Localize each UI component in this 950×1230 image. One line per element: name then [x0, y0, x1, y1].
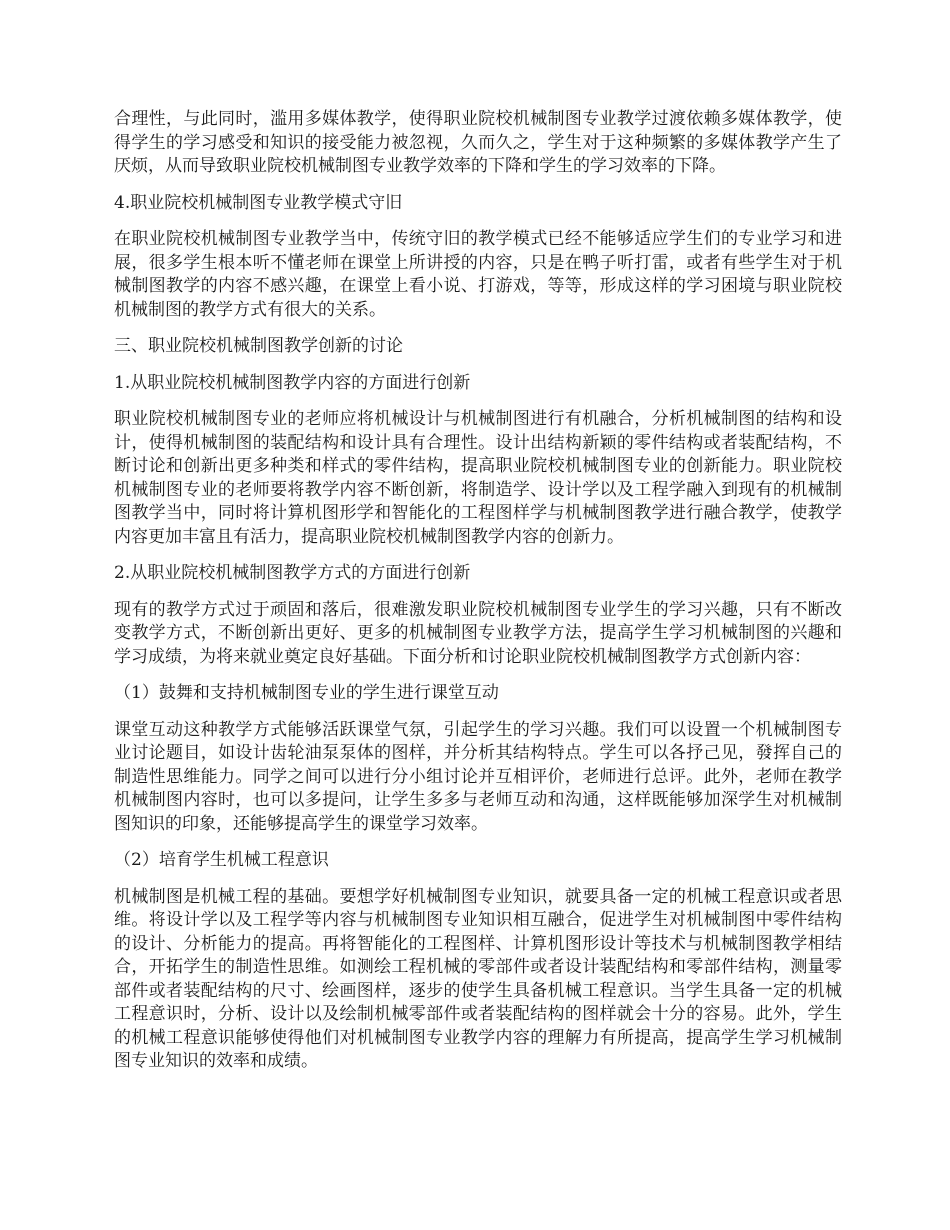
subsection-heading: 1.从职业院校机械制图教学内容的方面进行创新 [114, 372, 471, 393]
subsection-heading: 2.从职业院校机械制图教学方式的方面进行创新 [114, 563, 471, 583]
paragraph: 在职业院校机械制图专业教学当中，传统守旧的教学模式已经不能够适应学生们的专业学习和进展，很多学生根本听不懂老师在课堂上所讲授的内容，只是在鸭子听打雷，或者有些学生对于机械制图教学的内容不感兴趣，在课堂上看小说、打游戏，等等，形成这样的学习困境与职业院校机械制图的教学方式有很大的关系。 [114, 229, 842, 320]
paragraph: 机械制图是机械工程的基础。要想学好机械制图专业知识，就要具备一定的机械工程意识或者思维。将设计学以及工程学等内容与机械制图专业知识相互融合，促进学生对机械制图中零件结构的设计、分析能力的提高。再将智能化的工程图样、计算机图形设计等技术与机械制图教学相结合，开拓学生的制造性思维。如测绘工程机械的零部件或者设计装配结构和零部件结构，测量零部件或者装配结构的尺寸、绘画图样，逐步的使学生具备机械工程意识。当学生具备一定的机械工程意识时，分析、设计以及绘制机械零部件或者装配结构的图样就会十分的容易。此外，学生的机械工程意识能够使得他们对机械制图专业教学内容的理解力有所提高，提高学生学习机械制图专业知识的效率和成绩。 [114, 886, 842, 1071]
paragraph: 合理性，与此同时，滥用多媒体教学，使得职业院校机械制图专业教学过渡依赖多媒体教学，使得学生的学习感受和知识的接受能力被忽视，久而久之，学生对于这种频繁的多媒体教学产生了厌烦，从而导致职业院校机械制图专业教学效率的下降和学生的学习效率的下降。 [114, 109, 842, 176]
paragraph: 课堂互动这种教学方式能够活跃课堂气氛，引起学生的学习兴趣。我们可以设置一个机械制图专业讨论题目，如设计齿轮油泵泵体的图样，并分析其结构特点。学生可以各抒己见，發挥自己的制造性思维能力。同学之间可以进行分小组讨论并互相评价，老师进行总评。此外，老师在教学机械制图内容时，也可以多提问，让学生多多与老师互动和沟通，这样既能够加深学生对机械制图知识的印象，还能够提高学生的课堂学习效率。 [114, 719, 842, 834]
document-page [114, 108, 842, 1087]
paragraph: 现有的教学方式过于顽固和落后，很难激发职业院校机械制图专业学生的学习兴趣，只有不断改变教学方式，不断创新出更好、更多的机械制图专业教学方法，提高学生学习机械制图的兴趣和学习成绩，为将来就业奠定良好基础。下面分析和讨论职业院校机械制图教学方式创新内容： [114, 599, 842, 667]
section-heading: 三、职业院校机械制图教学创新的讨论 [114, 336, 403, 356]
item-heading: （2）培育学生机械工程意识 [114, 850, 329, 870]
section-heading: 4.职业院校机械制图专业教学模式守旧 [114, 192, 403, 213]
item-heading: （1）鼓舞和支持机械制图专业的学生进行课堂互动 [114, 683, 499, 703]
paragraph: 职业院校机械制图专业的老师应将机械设计与机械制图进行有机融合，分析机械制图的结构和设计，使得机械制图的装配结构和设计具有合理性。设计出结构新颖的零件结构或者装配结构，不断讨论和创新出更多种类和样式的零件结构，提高职业院校机械制图专业的创新能力。职业院校机械制图专业的老师要将教学内容不断创新，将制造学、设计学以及工程学融入到现有的机械制图教学当中，同时将计算机图形学和智能化的工程图样学与机械制图教学进行融合教学，使教学内容更加丰富且有活力，提高职业院校机械制图教学内容的创新力。 [114, 409, 842, 547]
